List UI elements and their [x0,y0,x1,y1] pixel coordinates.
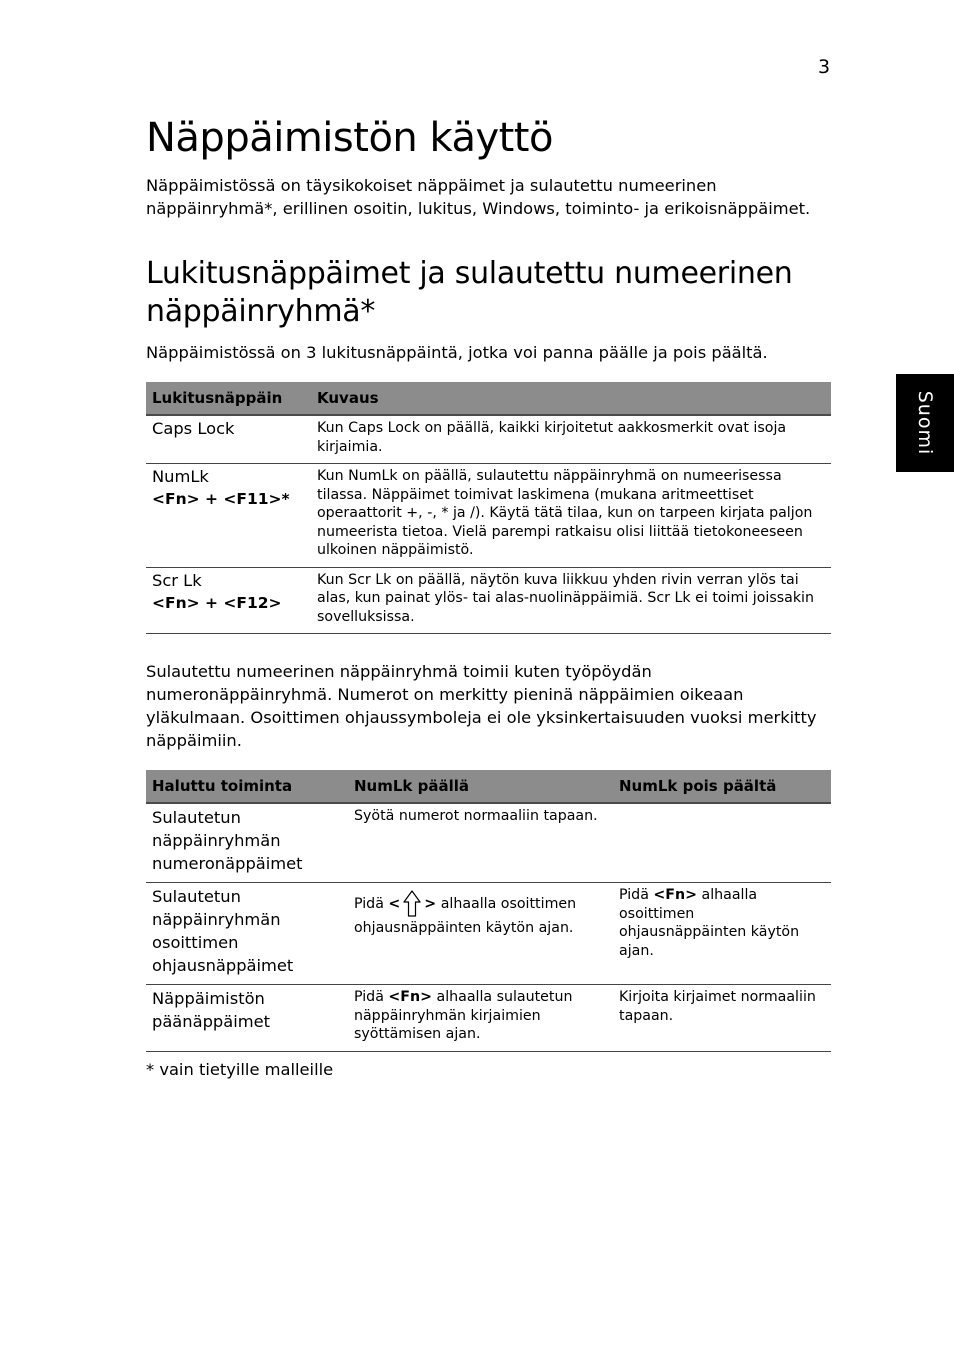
function-cell: Näppäimistön päänäppäimet [146,985,348,1052]
language-tab [896,374,954,472]
lock-key-combo: <Fn> + <F12> [152,593,282,612]
cell-text: Pidä [619,887,649,903]
footnote: * vain tietyille malleille [146,1059,334,1079]
column-header: NumLk pois päältä [613,770,831,803]
function-cell: Sulautetun näppäinryhmän numeronäppäimet [146,803,348,883]
table-row [146,464,831,568]
numlk-on-cell [348,985,613,1052]
section-lead: Näppäimistössä on 3 lukitusnäppäintä, jotka voi panna päälle ja pois päältä. [146,343,768,362]
shift-arrow-icon [402,889,422,919]
numlk-on-cell: Syötä numerot normaaliin tapaan. [348,803,613,883]
table-header-row [146,382,831,415]
column-header: Kuvaus [305,382,831,415]
function-cell: Sulautetun näppäinryhmän osoittimen ohjausnäppäimet [146,883,348,985]
cell-text: Pidä [354,989,384,1005]
keypad-function-table [146,770,831,1052]
lock-key-cell [146,415,305,464]
numlk-on-cell [348,883,613,985]
table-header-row [146,770,831,803]
numlk-off-cell [613,803,831,883]
intro-paragraph: Näppäimistössä on täysikokoiset näppäimet ja sulautettu numeerinen näppäinryhmä*, erillinen osoitin, lukitus, Windows, toiminto- ja erikoisnäppäimet. [146,176,811,218]
key-bracket-left: < [388,896,401,912]
lock-key-combo: <Fn> + <F11>* [152,490,290,508]
page-number: 3 [818,56,831,78]
cell-text: alhaalla sulautetun näppäinryhmän kirjaimien syöttämisen ajan. [354,989,573,1042]
lock-desc-cell: Kun Scr Lk on päällä, näytön kuva liikkuu yhden rivin verran ylös tai alas, kun painat ylös- tai alas-nuolinäppäimiä. Scr Lk ei toimi joissakin sovelluksissa. [305,567,831,634]
page-title: Näppäimistön käyttö [146,115,553,161]
lock-desc-cell: Kun Caps Lock on päällä, kaikki kirjoitetut aakkosmerkit ovat isoja kirjaimia. [305,415,831,464]
lock-key-name: Caps Lock [152,419,235,438]
keypad-paragraph: Sulautettu numeerinen näppäinryhmä toimii kuten työpöydän numeronäppäinryhmä. Numerot on merkitty pieninä näppäimien oikeaan yläkulmaan. Osoittimen ohjaussymboleja ei ole yksinkertaisuuden vuoksi merkitty näppäimiin. [146,662,817,750]
lock-desc-cell: Kun NumLk on päällä, sulautettu näppäinryhmä on numeerisessa tilassa. Näppäimet toimivat laskimena (mukana aritmeettiset operaattorit +, -, * ja /). Käytä tätä tilaa, kun on tarpeen kirjata paljon numeerista tietoa. Vielä parempi ratkaisu olisi liittää tietokoneeseen ulkoinen näppäimistö. [305,464,831,568]
column-header: NumLk päällä [348,770,613,803]
lock-key-name: NumLk [152,467,209,486]
cell-text: alhaalla osoittimen ohjausnäppäinten käytön ajan. [619,887,800,959]
lock-key-name: Scr Lk [152,570,202,590]
table-row [146,415,831,464]
column-header: Haluttu toiminta [146,770,348,803]
table-row [146,883,831,985]
key-bracket-right: > [424,896,437,912]
fn-key-label: <Fn> [388,989,432,1005]
column-header: Lukitusnäppäin [146,382,305,415]
lock-keys-table [146,382,831,634]
table-row [146,803,831,883]
page-content [146,112,831,1081]
language-tab-label: Suomi [914,390,936,456]
table-row [146,985,831,1052]
cell-text: alhaalla osoittimen ohjausnäppäinten käytön ajan. [354,896,577,936]
cell-text: Pidä [354,896,384,912]
fn-key-label: <Fn> [653,887,697,903]
lock-key-cell [146,464,305,568]
table-row [146,567,831,634]
section-title: Lukitusnäppäimet ja sulautettu numeerinen näppäinryhmä* [146,256,793,329]
lock-key-cell [146,567,305,634]
numlk-off-cell: Kirjoita kirjaimet normaaliin tapaan. [613,985,831,1052]
numlk-off-cell [613,883,831,985]
